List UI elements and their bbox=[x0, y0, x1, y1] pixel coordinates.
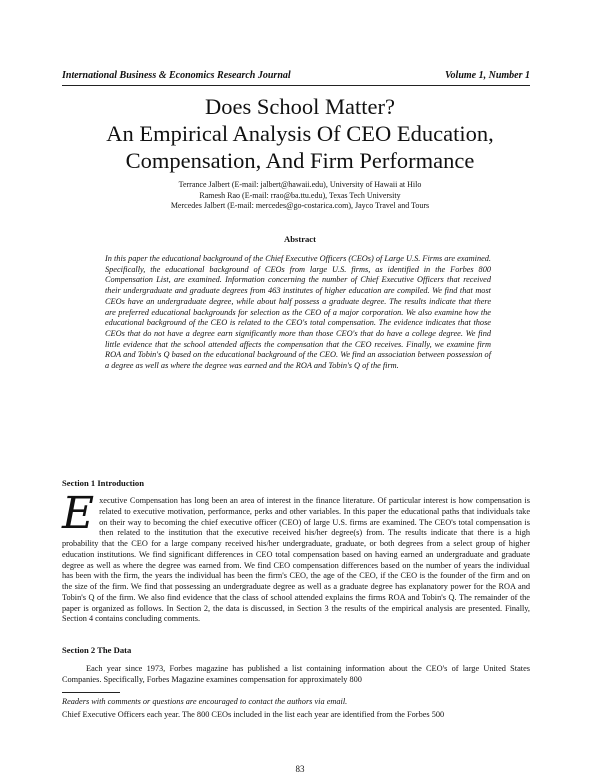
volume-number: Volume 1, Number 1 bbox=[444, 70, 530, 81]
footnote-rule bbox=[62, 692, 120, 693]
journal-name: International Business & Economics Research Journal bbox=[62, 70, 291, 81]
section-1-heading: Section 1 Introduction bbox=[62, 478, 144, 488]
paper-title bbox=[40, 93, 560, 174]
author-1: Terrance Jalbert (E-mail: jalbert@hawaii.edu), University of Hawaii at Hilo bbox=[178, 180, 422, 189]
section-2-heading: Section 2 The Data bbox=[62, 645, 132, 655]
abstract-heading: Abstract bbox=[284, 234, 316, 244]
abstract-text: In this paper the educational background of the Chief Executive Officers (CEOs) of Large U.S. Firms are examined. Specifically, the educational background of CEOs from large U.S. firms, as identified in the Forbes 800 Compensation List, are examined. Information concerning the number of Chief Executive Officers that received their undergraduate and graduate degrees from 463 institutes of higher education are compiled. We find that most CEOs have an undergraduate degree, while about half possess a graduate degree. The results indicate that there are preferred educational backgrounds for selection as the CEO of a major corporation. We also examine how the educational background of the CEO is related to the CEO's total compensation. The evidence indicates that those CEOs that do not have a degree earn significantly more than those CEO's that do have a college degree. We find little evidence that the school attended affects the compensation that the CEO receives. Finally, we examine firm ROA and Tobin's Q based on the educational background of the CEO. We find an association between possession of a degree as well as where the degree was earned and the ROA and Tobin's Q of the firm. bbox=[105, 254, 491, 371]
title-line-1: Does School Matter? bbox=[205, 94, 395, 119]
running-header bbox=[62, 70, 530, 84]
footnote: Readers with comments or questions are encouraged to contact the authors via email. bbox=[62, 697, 348, 706]
author-3: Mercedes Jalbert (E-mail: mercedes@go-costarica.com), Jayco Travel and Tours bbox=[170, 201, 430, 210]
page-number: 83 bbox=[295, 764, 305, 774]
section-1-text: xecutive Compensation has long been an area of interest in the finance literature. Of particular interest is how compensation is related to executive motivation, performance, perks and other variables. In this paper the educational paths that individuals take on their way to becoming the chief executive officer (CEO) of large U.S. firms are examined. The CEO's total compensation is then related to the institution that the executive received his/her degree(s) from. The results indicate that there is a high probability that the CEO for a large company received his/her undergraduate, graduate, or both degrees from a select group of higher education institutions. We find significant differences in CEO total compensation based on having earned an undergraduate and graduate degree as well as where the degree was earned from. We find CEO compensation differences based on the number of years the individual has been with the firm, the years the individual has been the firm's CEO, the age of the CEO, if the CEO is the founder of the firm and on the size of the firm. We find that possessing an undergraduate degree as well as a graduate degree has explanatory power for the ROA and Tobin's Q of the firm. We also find evidence that the class of school attended explains the firms ROA and Tobin's Q. The remainder of the paper is organized as follows. In Section 2, the data is discussed, in Section 3 the results of the empirical analysis are presented. Finally, Section 4 contains concluding comments. bbox=[62, 496, 530, 624]
section-1-body bbox=[62, 488, 530, 625]
section-2-continuation: Chief Executive Officers each year. The 800 CEOs included in the list each year are identified from the Forbes 500 bbox=[62, 710, 445, 719]
title-line-3: Compensation, And Firm Performance bbox=[125, 148, 475, 173]
section-2-text: Each year since 1973, Forbes magazine has published a list containing information about the CEO's of large United States Companies. Specifically, Forbes Magazine examines compensation for approximately 800 bbox=[62, 664, 530, 684]
drop-cap: E bbox=[62, 488, 95, 539]
author-list bbox=[40, 180, 560, 212]
header-rule bbox=[62, 85, 530, 86]
title-line-2: An Empirical Analysis Of CEO Education, bbox=[106, 121, 494, 146]
author-2: Ramesh Rao (E-mail: rrao@ba.ttu.edu), Texas Tech University bbox=[199, 190, 401, 200]
